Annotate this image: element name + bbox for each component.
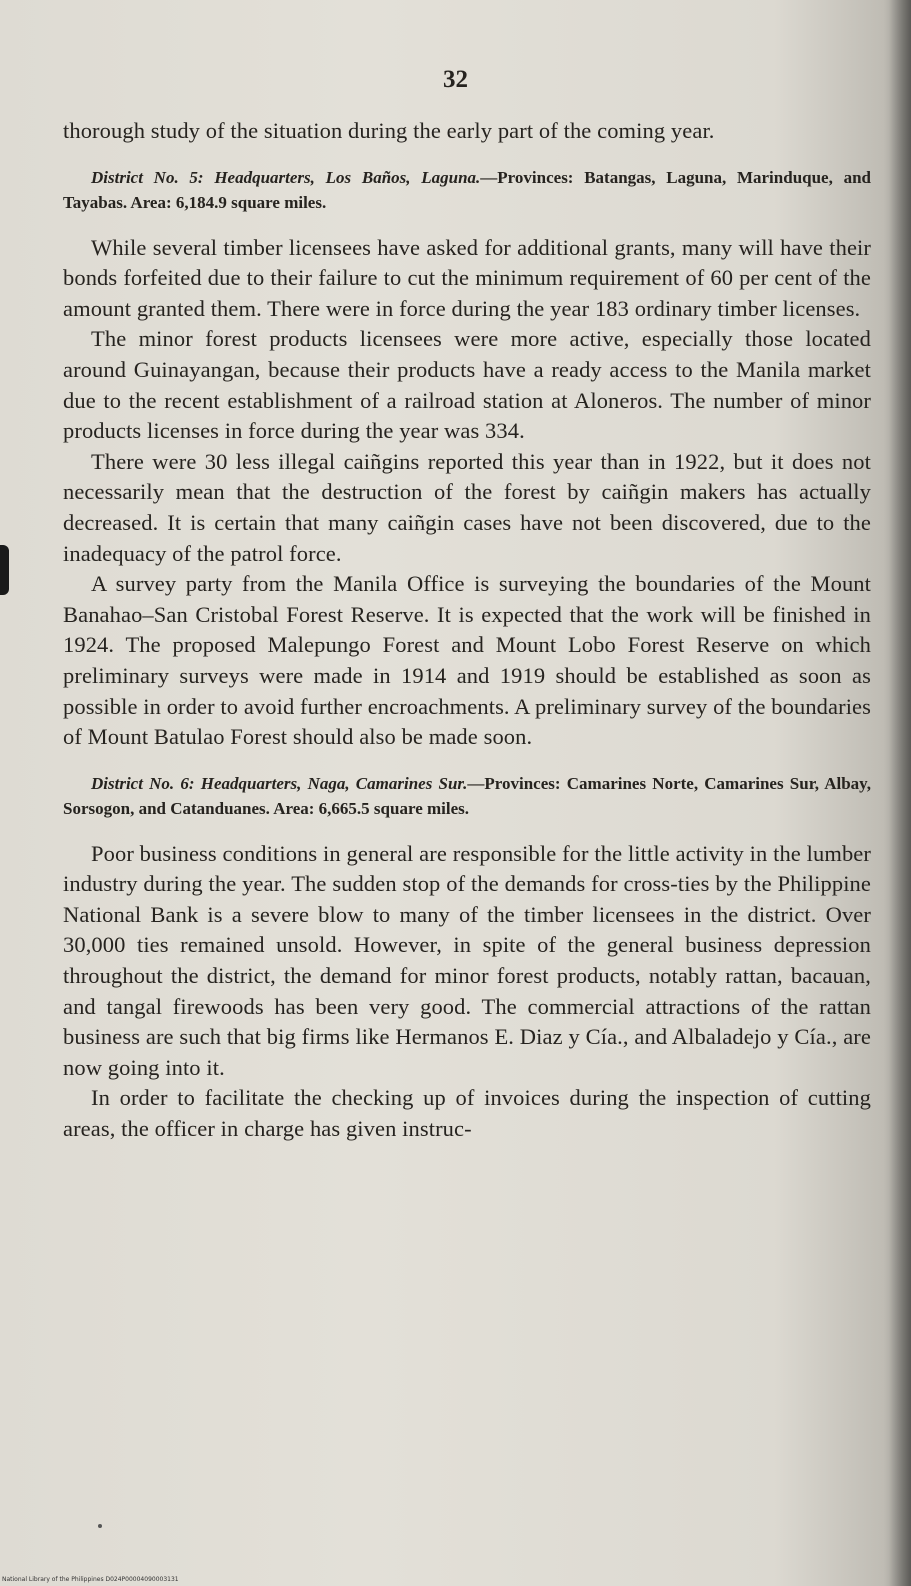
paragraph (63, 1083, 871, 1144)
district-6-heading (63, 771, 871, 821)
district-details: —Provinces: Batangas, Laguna, Marinduque, and Tayabas. Area: 6,184.9 square miles. (63, 167, 871, 212)
paragraph-text: The minor forest products licensees were more active, especially those located around Guinayangan, because their products have a ready access to the Manila market due to the recent establishment of a railroad station at Aloneros. The number of minor products licenses in force during the year was 334. (63, 326, 871, 444)
paragraph-text: In order to facilitate the checking up of invoices during the inspection of cutting areas, the officer in charge has given instruc- (63, 1085, 871, 1142)
paragraph (63, 839, 871, 1084)
district-title: District No. 6: Headquarters, Naga, Camarines Sur. (91, 773, 468, 793)
paragraph (63, 569, 871, 753)
binding-shadow (889, 0, 911, 1586)
page-text (63, 116, 871, 1145)
paragraph-text: A survey party from the Manila Office is surveying the boundaries of the Mount Banahao–San Cristobal Forest Reserve. It is expected that the work will be finished in 1924. The proposed Malepungo Forest and Mount Lobo Forest Reserve on which preliminary surveys were made in 1914 and 1919 should be established as soon as possible in order to avoid further encroachments. A preliminary survey of the boundaries of Mount Batulao Forest should also be made soon. (63, 571, 871, 750)
paragraph-text: There were 30 less illegal caiñgins reported this year than in 1922, but it does not necessarily mean that the destruction of the forest by caiñgin makers has actually decreased. It is certain that many caiñgin cases have not been discovered, due to the inadequacy of the patrol force. (63, 448, 871, 566)
scan-edge-mark (0, 545, 9, 595)
district-details: —Provinces: Camarines Norte, Camarines Sur, Albay, Sorsogon, and Catanduanes. Area: 6,665.5 square miles. (63, 773, 871, 818)
scan-footer: National Library of the Philippines D024P00004090003131 (2, 1576, 179, 1583)
paragraph-text: thorough study of the situation during the early part of the coming year. (63, 118, 715, 143)
district-5-heading (63, 165, 871, 215)
paragraph-text: While several timber licensees have asked for additional grants, many will have their bonds forfeited due to their failure to cut the minimum requirement of 60 per cent of the amount granted them. There were in force during the year 183 ordinary timber licenses. (63, 234, 871, 321)
paragraph-text: Poor business conditions in general are responsible for the little activity in the lumber industry during the year. The sudden stop of the demands for cross-ties by the Philippine National Bank is a severe blow to many of the timber licensees in the district. Over 30,000 ties remained unsold. However, in spite of the general business depression throughout the district, the demand for minor forest products, notably rattan, bacauan, and tangal firewoods has been very good. The commercial attractions of the rattan business are such that big firms like Hermanos E. Diaz y Cía., and Albaladejo y Cía., are now going into it. (63, 840, 871, 1080)
paragraph (63, 447, 871, 569)
paragraph-continued (63, 116, 871, 147)
page-number: 32 (443, 66, 468, 93)
district-title: District No. 5: Headquarters, Los Baños, Laguna. (91, 167, 481, 187)
paragraph (63, 233, 871, 325)
ink-speck (98, 1524, 102, 1528)
paragraph (63, 324, 871, 446)
